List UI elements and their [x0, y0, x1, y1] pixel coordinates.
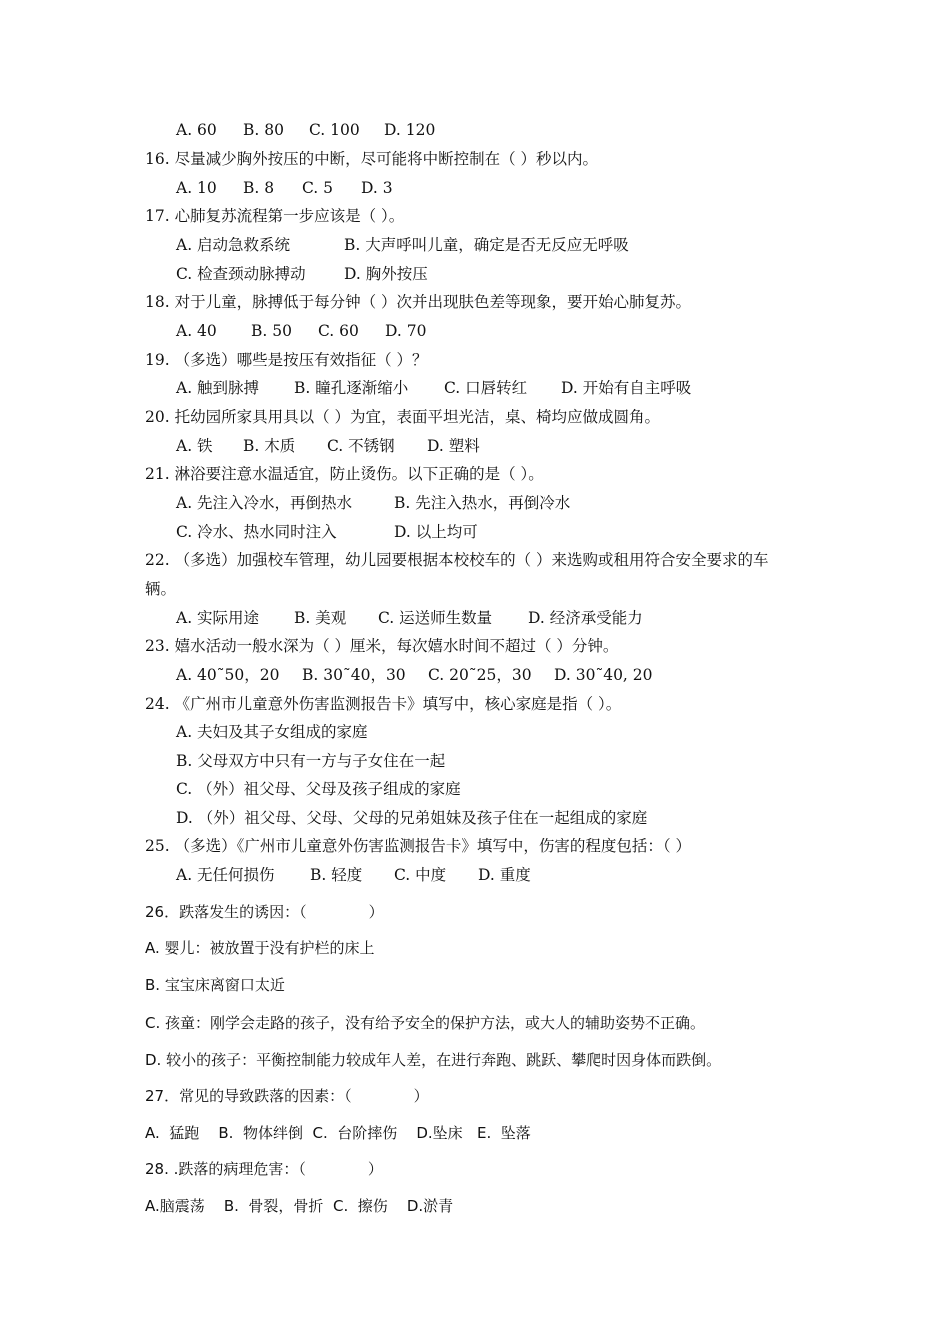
- q17-stem: 17. 心肺复苏流程第一步应该是（ ）。: [145, 207, 405, 225]
- option-c: C. 中度: [394, 866, 447, 884]
- option-c: C. 60: [318, 322, 359, 340]
- q20-stem: 20. 托幼园所家具用具以（ ）为宜，表面平坦光洁，桌、椅均应做成圆角。: [145, 408, 661, 426]
- q23-stem: 23. 嬉水活动一般水深为（ ）厘米，每次嬉水时间不超过（ ）分钟。: [145, 637, 619, 655]
- option-c: C. 不锈钢: [327, 437, 395, 455]
- q20-options: [176, 436, 480, 456]
- option-a: A. 60: [176, 121, 217, 139]
- q24-option-d: D. （外）祖父母、父母、父母的兄弟姐妹及孩子住在一起组成的家庭: [176, 809, 648, 827]
- q19-options: [176, 378, 691, 398]
- option-d: D. 70: [385, 322, 427, 340]
- option-a: A. 先注入冷水，再倒热水: [176, 494, 353, 512]
- option-d: D. 3: [361, 179, 393, 197]
- q21-stem: 21. 淋浴要注意水温适宜，防止烫伤。以下正确的是（ ）。: [145, 465, 544, 483]
- option-d: D. 以上均可: [394, 523, 478, 541]
- q28-options: A.脑震荡 B. 骨裂，骨折 C. 擦伤 D.淤青: [145, 1197, 454, 1215]
- q24-option-c: C. （外）祖父母、父母及孩子组成的家庭: [176, 780, 461, 798]
- q24-option-a: A. 夫妇及其子女组成的家庭: [176, 723, 368, 741]
- option-b: B. 美观: [294, 609, 347, 627]
- option-d: D. 塑料: [427, 437, 480, 455]
- q26-option-b: B. 宝宝床离窗口太近: [145, 976, 285, 994]
- option-b: B. 50: [251, 322, 292, 340]
- option-d: D. 重度: [478, 866, 531, 884]
- option-a: A. 无任何损伤: [176, 866, 275, 884]
- option-a: A. 启动急救系统: [176, 236, 291, 254]
- q17-options-row1: [176, 235, 629, 255]
- q22-stem-line2: 辆。: [145, 580, 177, 598]
- q26-option-c: C. 孩童：刚学会走路的孩子，没有给予安全的保护方法，或大人的辅助姿势不正确。: [145, 1014, 706, 1032]
- q27-stem: 27．常见的导致跌落的因素：（ ）: [145, 1087, 429, 1105]
- option-d: D. 胸外按压: [344, 265, 428, 283]
- q26-option-d: D. 较小的孩子：平衡控制能力较成年人差，在进行奔跑、跳跃、攀爬时因身体而跌倒。: [145, 1051, 722, 1069]
- q26-option-a: A. 婴儿：被放置于没有护栏的床上: [145, 939, 375, 957]
- option-b: B. 大声呼叫儿童，确定是否无反应无呼吸: [344, 236, 629, 254]
- option-b: B. 木质: [243, 437, 296, 455]
- q24-stem: 24. 《广州市儿童意外伤害监测报告卡》填写中，核心家庭是指（ ）。: [145, 695, 622, 713]
- option-c: C. 检查颈动脉搏动: [176, 265, 306, 283]
- option-b: B. 先注入热水，再倒冷水: [394, 494, 571, 512]
- q18-options: [176, 321, 426, 341]
- q16-stem: 16. 尽量减少胸外按压的中断，尽可能将中断控制在（ ）秒以内。: [145, 150, 599, 168]
- option-a: A. 10: [176, 179, 217, 197]
- option-c: C. 运送师生数量: [378, 609, 493, 627]
- option-a: A. 铁: [176, 437, 213, 455]
- option-d: D. 120: [384, 121, 436, 139]
- option-c: C. 100: [309, 121, 360, 139]
- option-d: D. 30˜40, 20: [554, 666, 653, 684]
- option-a: A. 实际用途: [176, 609, 260, 627]
- option-c: C. 20˜25，30: [428, 666, 532, 684]
- option-a: A. 触到脉搏: [176, 379, 260, 397]
- q22-stem-line1: 22. （多选）加强校车管理，幼儿园要根据本校校车的（ ）来选购或租用符合安全要求的车: [145, 551, 769, 569]
- option-b: B. 80: [243, 121, 284, 139]
- option-c: C. 冷水、热水同时注入: [176, 523, 337, 541]
- q21-options-row1: [176, 493, 570, 513]
- option-c: C. 口唇转红: [444, 379, 528, 397]
- q23-options: [176, 665, 653, 685]
- q28-stem: 28. .跌落的病理危害：（ ）: [145, 1160, 383, 1178]
- option-a: A. 40: [176, 322, 217, 340]
- option-b: B. 30˜40，30: [302, 666, 406, 684]
- option-b: B. 8: [243, 179, 275, 197]
- option-c: C. 5: [302, 179, 334, 197]
- q25-options: [176, 865, 531, 885]
- q24-option-b: B. 父母双方中只有一方与子女住在一起: [176, 752, 446, 770]
- q21-options-row2: [176, 522, 478, 542]
- q27-options: A. 猛跑 B. 物体绊倒 C. 台阶摔伤 D.坠床 E. 坠落: [145, 1124, 531, 1142]
- q17-options-row2: [176, 264, 428, 284]
- q15-options: [176, 120, 435, 140]
- option-a: A. 40˜50，20: [176, 666, 280, 684]
- q26-stem: 26．跌落发生的诱因：（ ）: [145, 903, 384, 921]
- option-d: D. 开始有自主呼吸: [561, 379, 692, 397]
- option-d: D. 经济承受能力: [528, 609, 643, 627]
- option-b: B. 瞳孔逐渐缩小: [294, 379, 409, 397]
- q22-options: [176, 608, 643, 628]
- q18-stem: 18. 对于儿童，脉搏低于每分钟（ ）次并出现肤色差等现象，要开始心肺复苏。: [145, 293, 692, 311]
- q19-stem: 19. （多选）哪些是按压有效指征（ ）？: [145, 351, 428, 369]
- option-b: B. 轻度: [310, 866, 363, 884]
- q16-options: [176, 178, 393, 198]
- q25-stem: 25. （多选）《广州市儿童意外伤害监测报告卡》填写中，伤害的程度包括：（ ）: [145, 837, 692, 855]
